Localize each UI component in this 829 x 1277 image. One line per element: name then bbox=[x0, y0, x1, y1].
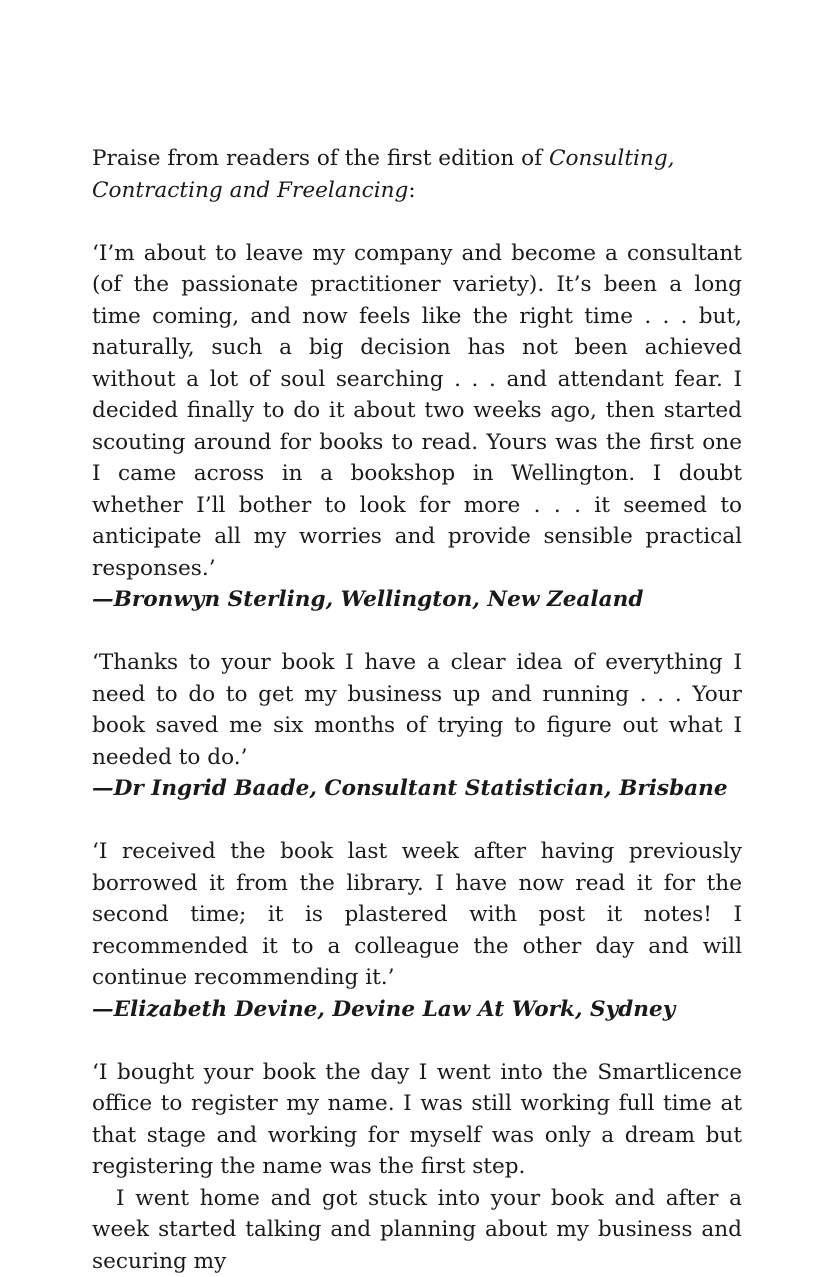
intro-prefix: Praise from readers of the first edition of bbox=[92, 146, 549, 171]
testimonial-4-quote-paragraph-1: ‘I bought your book the day I went into the Smartlicence office to register my name. I was still working full time at that stage and working for myself was only a dream but registering the name was the first step. bbox=[92, 1057, 742, 1183]
testimonial-3-attribution: —Elizabeth Devine, Devine Law At Work, Sydney bbox=[92, 994, 742, 1026]
testimonial-1-quote: ‘I’m about to leave my company and become a consultant (of the passionate practitioner variety). It’s been a long time coming, and now feels like the right time . . . but, naturally, such a big decision has not been achieved without a lot of soul searching . . . and attendant fear. I decided finally to do it about two weeks ago, then started scouting around for books to read. Yours was the first one I came across in a bookshop in Wellington. I doubt whether I’ll bother to look for more . . . it seemed to anticipate all my worries and provide sensible practical responses.’ bbox=[92, 238, 742, 585]
spacer bbox=[92, 1025, 742, 1057]
book-title: Consulting, Contracting and Freelancing bbox=[92, 146, 675, 203]
intro-suffix: : bbox=[408, 178, 415, 203]
testimonial-2-quote: ‘Thanks to your book I have a clear idea of everything I need to do to get my business up and running . . . Your book saved me six months of trying to figure out what I needed to do.’ bbox=[92, 647, 742, 773]
testimonial-1-attribution: —Bronwyn Sterling, Wellington, New Zealand bbox=[92, 584, 742, 616]
testimonial-4-quote-paragraph-2: I went home and got stuck into your book and after a week started talking and planning about my business and securing my bbox=[92, 1183, 742, 1277]
spacer bbox=[92, 805, 742, 837]
testimonial-2-attribution: —Dr Ingrid Baade, Consultant Statistician, Brisbane bbox=[92, 773, 742, 805]
spacer bbox=[92, 616, 742, 648]
book-praise-page bbox=[92, 143, 742, 1277]
intro-line bbox=[92, 143, 742, 206]
testimonial-3-quote: ‘I received the book last week after having previously borrowed it from the library. I have now read it for the second time; it is plastered with post it notes! I recommended it to a colleague the other day and will continue recommending it.’ bbox=[92, 836, 742, 994]
spacer bbox=[92, 206, 742, 238]
